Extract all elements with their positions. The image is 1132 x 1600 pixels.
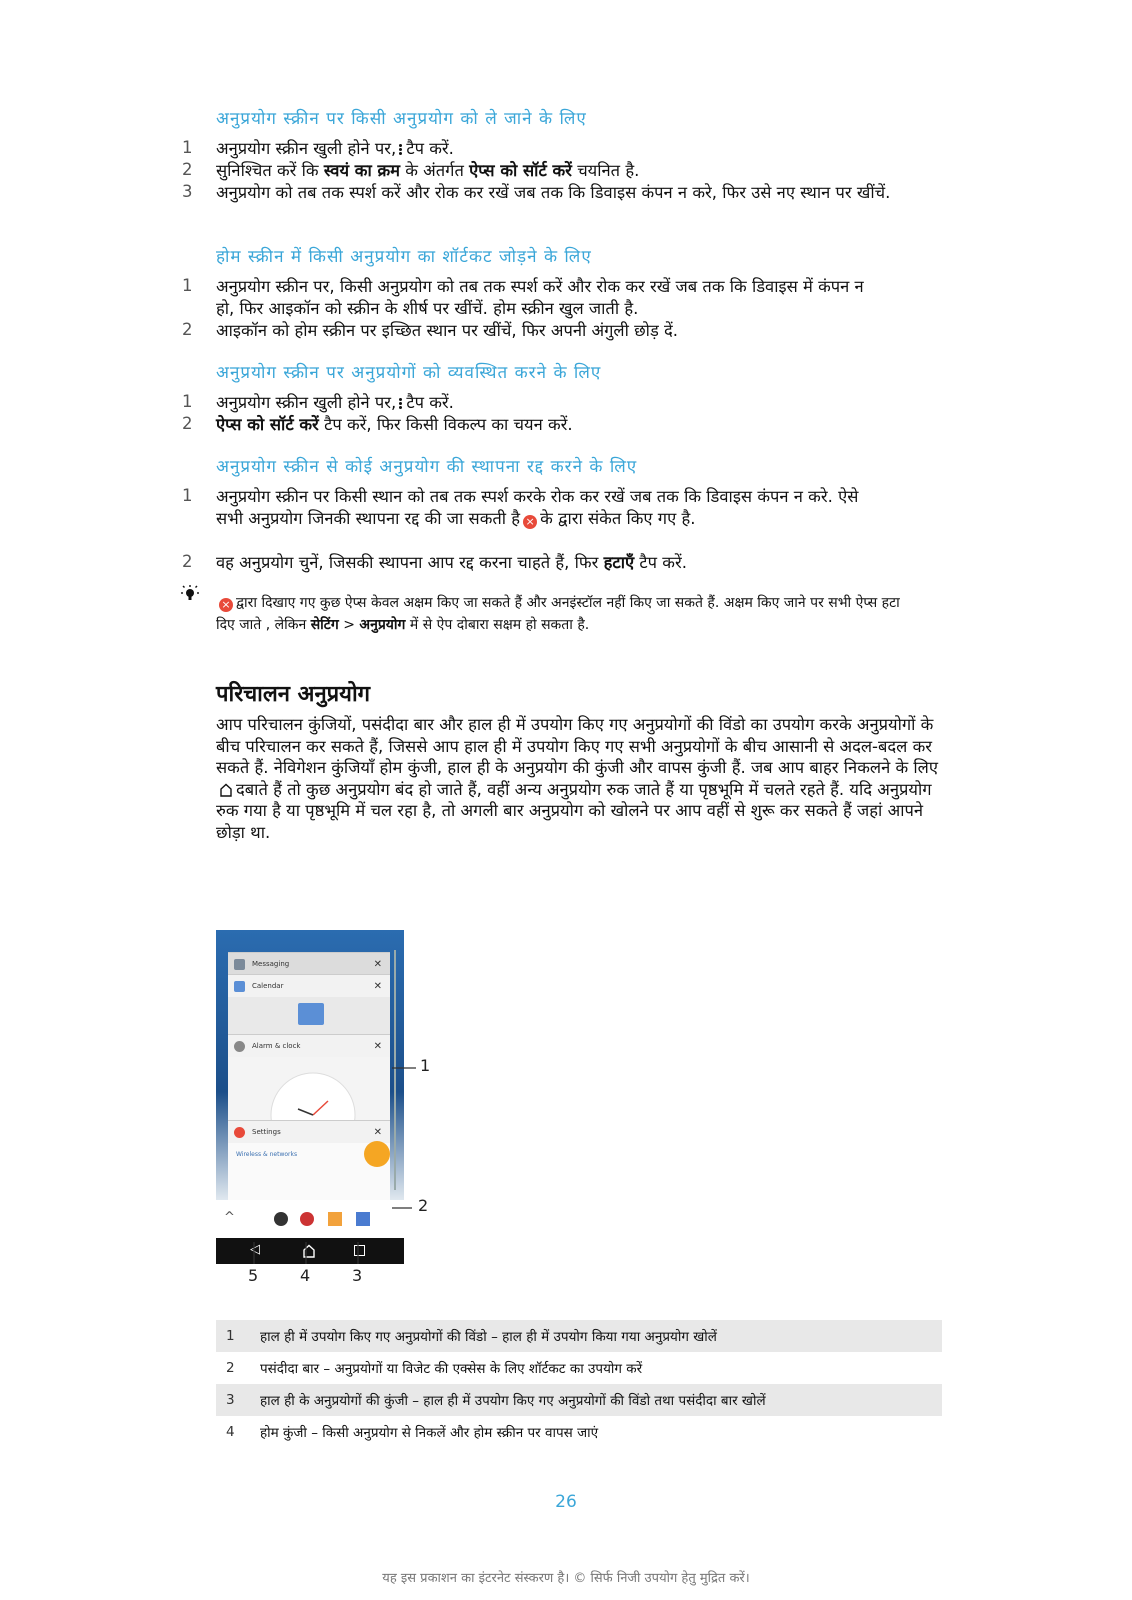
- step-text-a: अनुप्रयोग स्क्रीन पर किसी स्थान को तब तक स्पर्श करके रोक कर रखें जब तक कि डिवाइस कंपन न करे. ऐसे सभी अनुप्रयोग जिनकी स्थापना रद्द की जा सकती है: [216, 487, 859, 528]
- calendar-graphic: [298, 1003, 324, 1025]
- legend-text: होम कुंजी – किसी अनुप्रयोग से निकलें और होम स्क्रीन पर वापस जाएं: [260, 1425, 599, 1441]
- step-text: आइकॉन को होम स्क्रीन पर इच्छित स्थान पर खींचें, फिर अपनी अंगुली छोड़ दें.: [216, 321, 679, 340]
- section-heading-move-app: अनुप्रयोग स्क्रीन पर किसी अनुप्रयोग को ले जाने के लिए: [216, 109, 587, 129]
- option-own-order: स्वयं का क्रम: [323, 161, 400, 180]
- card-title: Alarm & clock: [252, 1042, 301, 1050]
- legend-number: 1: [216, 1320, 254, 1352]
- section-title-navigating-apps: परिचालन अनुप्रयोग: [216, 682, 371, 707]
- nav-paragraph-b: दबाते हैं तो कुछ अनुप्रयोग बंद हो जाते हैं, वहीं अन्य अनुप्रयोग रुक जाते हैं या पृष्ठभूमि में चलते रहते हैं. यदि अनुप्रयोग रुक गया है या पृष्ठभूमि में चल रहा है, तो अगली बार अनुप्रयोग को खोलने पर आप वहीं से शुरू कर सकते हैं जहां आपने छोड़ा था.: [216, 779, 932, 842]
- nav-paragraph: [216, 714, 942, 843]
- callout-1: 1: [420, 1056, 431, 1075]
- step-text: [216, 138, 916, 160]
- legend-number: 3: [216, 1384, 254, 1416]
- card-title: Messaging: [252, 960, 290, 968]
- close-icon[interactable]: ✕: [373, 1126, 382, 1138]
- step-number: 1: [182, 486, 193, 505]
- tip-text: [216, 592, 916, 636]
- step-text: अनुप्रयोग स्क्रीन पर, किसी अनुप्रयोग को तब तक स्पर्श करें और रोक कर रखें जब तक कि डिवाइस में कंपन न हो, फिर आइकॉन को स्क्रीन के शीर्ष पर खींचें. होम स्क्रीन खुल जाती है.: [216, 277, 864, 318]
- step-number: 1: [182, 276, 193, 295]
- step-text-a: वह अनुप्रयोग चुनें, जिसकी स्थापना आप रद्द करना चाहते हैं, फिर: [216, 553, 599, 572]
- step-text-c: टैप करें.: [639, 553, 687, 572]
- close-icon[interactable]: ✕: [373, 958, 382, 970]
- step-number: 1: [182, 392, 193, 411]
- nav-paragraph-a: आप परिचालन कुंजियों, पसंदीदा बार और हाल ही में उपयोग किए गए अनुप्रयोगों की विंडो का उपयोग करके अनुप्रयोगों के बीच परिचालन कर सकते हैं, जिससे आप हाल ही में उपयोग किए गए सभी अनुप्रयोगों के बीच आसानी से अदल-बदल कर सकते हैं. नेविगेशन कुंजियाँ होम कुंजी, हाल ही के अनुप्रयोग की कुंजी और वापस कुंजी हैं. जब आप बाहर निकलने के लिए: [216, 715, 938, 777]
- legend-number: 2: [226, 1360, 235, 1376]
- home-icon: [219, 781, 233, 795]
- callout-lines: [216, 1050, 446, 1290]
- table-row: [216, 1416, 942, 1448]
- step-text-b: के द्वारा संकेत किए गए है.: [540, 509, 696, 528]
- legend-text: हाल ही के अनुप्रयोगों की कुंजी – हाल ही में उपयोग किए गए अनुप्रयोगों की विंडो तथा पसंदीदा बार खोलें: [254, 1384, 942, 1416]
- page-number: 26: [555, 1492, 577, 1512]
- remove-icon: ×: [523, 515, 537, 529]
- figure-legend-table: [216, 1320, 942, 1448]
- step-text-b: टैप करें.: [406, 139, 454, 158]
- card-title: Settings: [252, 1128, 281, 1136]
- step-text-a: अनुप्रयोग स्क्रीन खुली होने पर,: [216, 139, 397, 158]
- more-options-icon: [399, 143, 403, 156]
- close-icon[interactable]: ✕: [373, 1040, 382, 1052]
- step-text-rest: टैप करें, फिर किसी विकल्प का चयन करें.: [324, 415, 573, 434]
- step-text: [216, 392, 916, 414]
- legend-text: पसंदीदा बार – अनुप्रयोगों या विजेट की एक्सेस के लिए शॉर्टकट का उपयोग करें: [260, 1361, 643, 1377]
- card-title: Calendar: [252, 982, 284, 990]
- step-text: [216, 160, 916, 182]
- step-text: अनुप्रयोग को तब तक स्पर्श करें और रोक कर रखें जब तक कि डिवाइस कंपन न करे, फिर उसे नए स्थान पर खींचें.: [216, 183, 891, 202]
- table-row: [216, 1320, 942, 1352]
- messaging-icon: [234, 959, 245, 970]
- recent-card-calendar[interactable]: [228, 974, 390, 1035]
- chevron-up-icon[interactable]: ^: [224, 1210, 235, 1225]
- menu-applications: अनुप्रयोग: [359, 617, 406, 633]
- tip-text-a: द्वारा दिखाए गए कुछ ऐप्स केवल अक्षम किए जा सकते हैं और अनइंस्टॉल नहीं किए जा सकते हैं. अक्षम किए जाने पर सभी ऐप्स हटा दिए जाते , लेकिन: [216, 595, 900, 633]
- section-heading-uninstall: अनुप्रयोग स्क्रीन से कोई अनुप्रयोग की स्थापना रद्द करने के लिए: [216, 457, 638, 477]
- step-text: [216, 486, 866, 530]
- step-text-a: सुनिश्चित करें कि: [216, 161, 319, 180]
- table-row: [216, 1352, 942, 1384]
- step-text-d: चयनित है.: [577, 161, 640, 180]
- table-row: [216, 1384, 942, 1416]
- step-number: 1: [182, 138, 193, 157]
- more-options-icon: [399, 397, 403, 410]
- legend-number: 4: [226, 1424, 235, 1440]
- step-text: [216, 552, 916, 574]
- step-number: 2: [182, 160, 193, 179]
- step-text-b: टैप करें.: [406, 393, 454, 412]
- callout-5: 5: [248, 1266, 259, 1285]
- back-key-icon[interactable]: ◁: [250, 1242, 260, 1257]
- menu-separator: >: [343, 617, 355, 633]
- step-text: [216, 414, 916, 436]
- step-number: 3: [182, 182, 193, 201]
- footer-note: यह इस प्रकाशन का इंटरनेट संस्करण है। © सिर्फ निजी उपयोग हेतु मुद्रित करें।: [382, 1571, 750, 1586]
- callout-2: 2: [418, 1196, 429, 1215]
- option-sort-apps: ऐप्स को सॉर्ट करें: [216, 415, 319, 434]
- menu-settings: सेटिंग: [310, 617, 339, 633]
- step-text-c: के अंतर्गत: [405, 161, 464, 180]
- callout-3: 3: [352, 1266, 363, 1285]
- step-number: 2: [182, 320, 193, 339]
- option-remove: हटाएँ: [603, 553, 635, 572]
- step-number: 2: [182, 552, 193, 571]
- section-heading-arrange-apps: अनुप्रयोग स्क्रीन पर अनुप्रयोगों को व्यवस्थित करने के लिए: [216, 363, 602, 383]
- calendar-icon: [234, 981, 245, 992]
- tip-text-c: में से ऐप दोबारा सक्षम हो सकता है.: [409, 617, 590, 633]
- settings-subheading: Wireless & networks: [236, 1151, 298, 1158]
- step-text-a: अनुप्रयोग स्क्रीन खुली होने पर,: [216, 393, 397, 412]
- section-heading-add-shortcut: होम स्क्रीन में किसी अनुप्रयोग का शॉर्टकट जोड़ने के लिए: [216, 247, 592, 267]
- step-number: 2: [182, 414, 193, 433]
- legend-text: हाल ही में उपयोग किए गए अनुप्रयोगों की विंडो – हाल ही में उपयोग किया गया अनुप्रयोग खोलें: [254, 1320, 942, 1352]
- callout-4: 4: [300, 1266, 311, 1285]
- close-icon[interactable]: ✕: [373, 980, 382, 992]
- remove-icon: ×: [219, 598, 233, 612]
- option-sort-apps: ऐप्स को सॉर्ट करें: [469, 161, 572, 180]
- tip-lightbulb-icon: [180, 584, 200, 608]
